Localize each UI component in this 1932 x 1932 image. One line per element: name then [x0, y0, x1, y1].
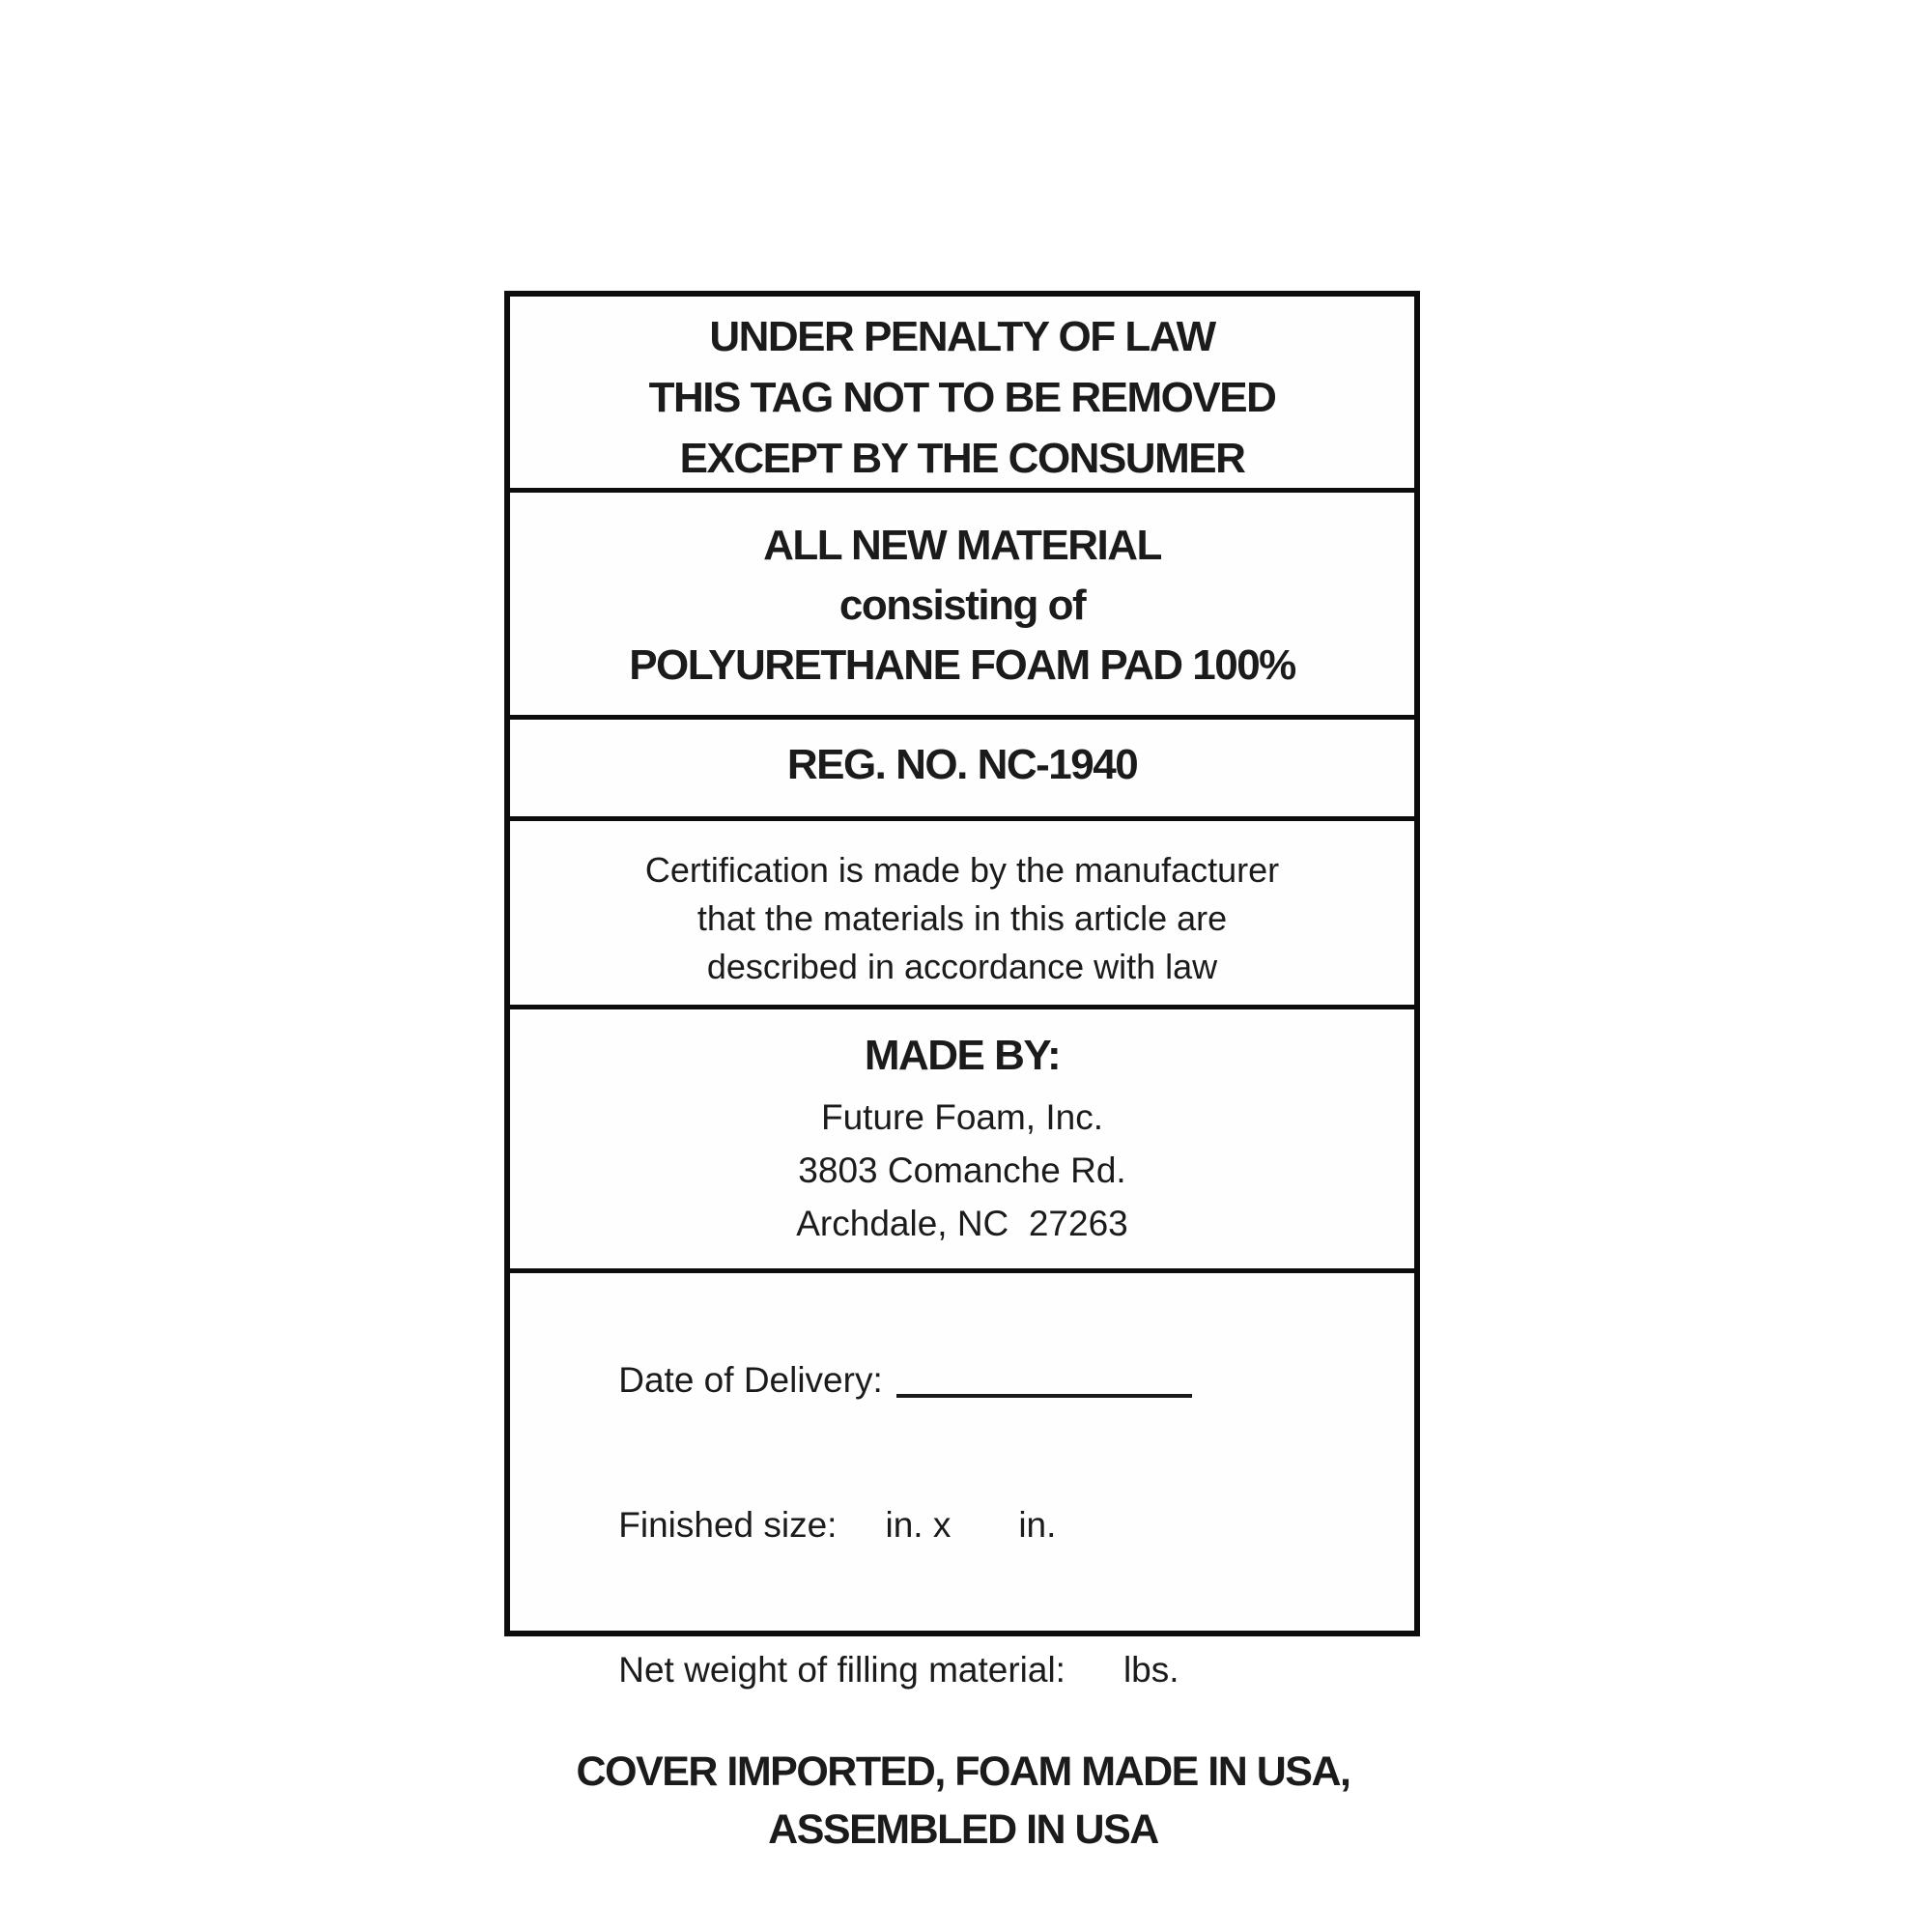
manufacturer-name: Future Foam, Inc.	[821, 1097, 1103, 1137]
registration-section	[510, 720, 1414, 821]
finished-size-row	[539, 1453, 1387, 1598]
law-label	[504, 291, 1420, 1853]
net-weight-label: Net weight of filling material:	[618, 1650, 1065, 1690]
net-weight-row	[539, 1598, 1387, 1743]
material-line-2: consisting of	[838, 582, 1086, 629]
certification-line-2: that the materials in this article are	[696, 898, 1228, 938]
origin-statement	[539, 1743, 1387, 1876]
material-line-1: ALL NEW MATERIAL	[763, 522, 1161, 569]
net-weight-unit: lbs.	[1122, 1650, 1179, 1690]
material-line-3: POLYURETHANE FOAM PAD 100%	[629, 641, 1295, 689]
finished-size-label: Finished size:	[618, 1505, 838, 1545]
made-by-section	[510, 1009, 1414, 1273]
manufacturer-street: 3803 Comanche Rd.	[798, 1151, 1126, 1190]
finished-size-unit-1: in. x	[885, 1505, 952, 1545]
origin-line-2: ASSEMBLED IN USA	[768, 1806, 1158, 1853]
origin-line-1: COVER IMPORTED, FOAM MADE IN USA,	[576, 1748, 1350, 1795]
details-section	[510, 1273, 1414, 1853]
made-by-heading: MADE BY:	[864, 1032, 1061, 1079]
certification-line-3: described in accordance with law	[706, 947, 1218, 986]
date-of-delivery-blank	[896, 1365, 1192, 1398]
date-of-delivery-row	[539, 1308, 1387, 1453]
penalty-line-2: THIS TAG NOT TO BE REMOVED	[648, 374, 1276, 421]
certification-section	[510, 821, 1414, 1009]
certification-line-1: Certification is made by the manufacturer	[644, 850, 1280, 890]
registration-number: REG. NO. NC-1940	[786, 741, 1138, 788]
material-section	[510, 493, 1414, 720]
penalty-line-3: EXCEPT BY THE CONSUMER	[679, 435, 1245, 482]
penalty-line-1: UNDER PENALTY OF LAW	[709, 313, 1215, 360]
manufacturer-city-state-zip: Archdale, NC 27263	[796, 1204, 1128, 1243]
penalty-section	[510, 297, 1414, 493]
date-of-delivery-label: Date of Delivery:	[618, 1360, 883, 1400]
finished-size-unit-2: in.	[1018, 1505, 1057, 1545]
